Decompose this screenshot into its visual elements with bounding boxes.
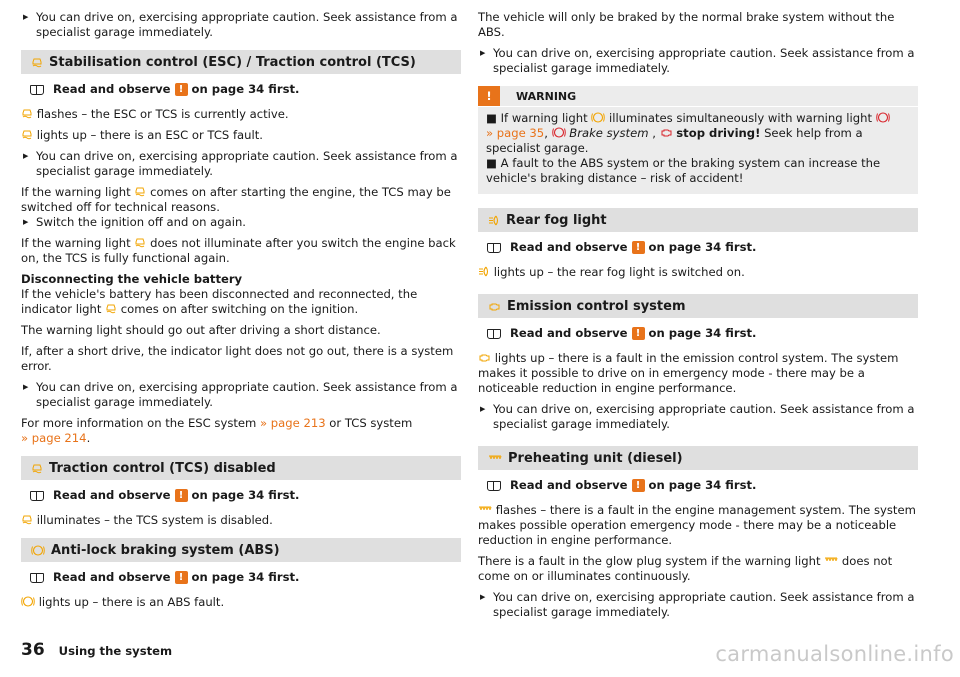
abs-icon [591,112,605,123]
paragraph: If the warning light comes on after starting the engine, the TCS may be switched off for technical reasons. [21,185,451,214]
footer-section-title: Using the system [58,644,173,658]
section-title: Preheating unit (diesel) [508,450,683,466]
section-title: Traction control (TCS) disabled [49,460,276,476]
instruction: ▶ You can drive on, exercising appropriate caution. Seek assistance from a specialist garage immediately. [478,590,918,620]
section-header-tcs [21,456,461,480]
brake-icon [552,127,566,138]
instruction: ▶ You can drive on, exercising appropriate caution. Seek assistance from a specialist garage immediately. [478,46,918,76]
esc-warning-icon [134,237,146,248]
instruction: ▶ Switch the ignition off and on again. [21,215,461,230]
section-header-abs [21,538,461,562]
glow-plug-icon [488,453,502,464]
engine-icon [488,301,501,312]
rear-fog-light-icon [488,215,500,226]
book-icon [30,573,44,583]
rear-fog-light-icon [478,266,490,277]
warning-marker-icon: ! [632,479,645,492]
link-page-213[interactable]: » page 213 [260,416,326,430]
esc-lights-text: lights up – there is an ESC or TCS fault. [21,128,461,143]
watermark: carmanualsonline.info [715,642,954,666]
book-icon [30,491,44,501]
esc-warning-icon [105,303,117,314]
right-column [478,10,918,626]
link-page-35[interactable]: » page 35 [486,126,545,140]
subheading: Disconnecting the vehicle battery [21,272,243,286]
esc-flashes-text: flashes – the ESC or TCS is currently active. [21,107,461,122]
read-observe-note: Read and observe ! on page 34 first. [478,478,918,493]
section-header-emission [478,294,918,318]
link-page-214[interactable]: » page 214 [21,431,87,445]
section-title: Emission control system [507,298,686,314]
read-observe-note: Read and observe ! on page 34 first. [21,82,461,97]
book-icon [487,481,501,491]
paragraph: If the warning light does not illuminate after you switch the engine back on, the TCS is fully functional again. [21,236,456,265]
section-title: Stabilisation control (ESC) / Traction control (TCS) [49,54,416,70]
page-footer [21,640,173,660]
glow-plug-icon [478,504,492,515]
intro-instruction: ▶ You can drive on, exercising appropriate caution. Seek assistance from a specialist garage immediately. [21,10,461,40]
left-column [21,10,461,616]
stop-icon [660,127,673,138]
tcs-off-icon [21,514,33,525]
esc-warning-icon [31,57,43,68]
paragraph: If the vehicle's battery has been disconnected and reconnected, the indicator light comes on after switching on the ignition. [21,287,418,316]
paragraph: If, after a short drive, the indicator light does not go out, there is a system error. [21,344,454,373]
section-header-preheat [478,446,918,470]
engine-icon [478,352,491,363]
paragraph: There is a fault in the glow plug system if the warning light does not come on or illuminates continuously. [478,554,893,583]
warning-marker-icon: ! [175,83,188,96]
emission-text: lights up – there is a fault in the emission control system. The system makes it possible to drive on in emergency mode - there may be a noticeable reduction in engine performance. [478,351,899,395]
warning-label: WARNING [516,89,577,103]
read-observe-note: Read and observe ! on page 34 first. [21,488,461,503]
esc-warning-icon [21,108,33,119]
warning-marker-icon: ! [632,241,645,254]
book-icon [487,329,501,339]
tcs-off-icon [31,463,43,474]
abs-icon [31,545,45,556]
esc-warning-icon [134,186,146,197]
section-title: Anti-lock braking system (ABS) [51,542,280,558]
warning-item: ■ A fault to the ABS system or the braking system can increase the vehicle's braking distance – risk of accident! [486,156,881,185]
glow-plug-icon [824,555,838,566]
warning-icon: ! [478,86,500,106]
paragraph: The warning light should go out after driving a short distance. [21,323,381,337]
instruction: ▶ You can drive on, exercising appropriate caution. Seek assistance from a specialist garage immediately. [478,402,918,432]
paragraph: For more information on the ESC system » page 213 or TCS system » page 214. [21,416,413,445]
section-header-fog [478,208,918,232]
read-observe-note: Read and observe ! on page 34 first. [478,240,918,255]
fog-text: lights up – the rear fog light is switched on. [478,265,918,280]
warning-header [478,86,918,107]
section-header-esc [21,50,461,74]
warning-body [478,111,918,186]
abs-icon [21,596,35,607]
warning-box [478,86,918,194]
warning-marker-icon: ! [175,571,188,584]
warning-item: ■ If warning light illuminates simultaneously with warning light » page 35, Brake system , stop driving! Seek help from a specialist garage. [486,111,910,156]
read-observe-note: Read and observe ! on page 34 first. [478,326,918,341]
book-icon [487,243,501,253]
page-number: 36 [21,640,45,660]
read-observe-note: Read and observe ! on page 34 first. [21,570,461,585]
warning-marker-icon: ! [632,327,645,340]
paragraph: The vehicle will only be braked by the normal brake system without the ABS. [478,10,895,39]
tcs-text: illuminates – the TCS system is disabled. [21,513,461,528]
instruction: ▶ You can drive on, exercising appropriate caution. Seek assistance from a specialist garage immediately. [21,380,461,410]
brake-icon [876,112,890,123]
section-title: Rear fog light [506,212,607,228]
preheat-text: flashes – there is a fault in the engine management system. The system makes possible operation emergency mode - there may be a noticeable reduction in engine performance. [478,503,916,547]
book-icon [30,85,44,95]
warning-marker-icon: ! [175,489,188,502]
abs-text: lights up – there is an ABS fault. [21,595,461,610]
esc-warning-icon [21,129,33,140]
instruction: ▶ You can drive on, exercising appropriate caution. Seek assistance from a specialist garage immediately. [21,149,461,179]
